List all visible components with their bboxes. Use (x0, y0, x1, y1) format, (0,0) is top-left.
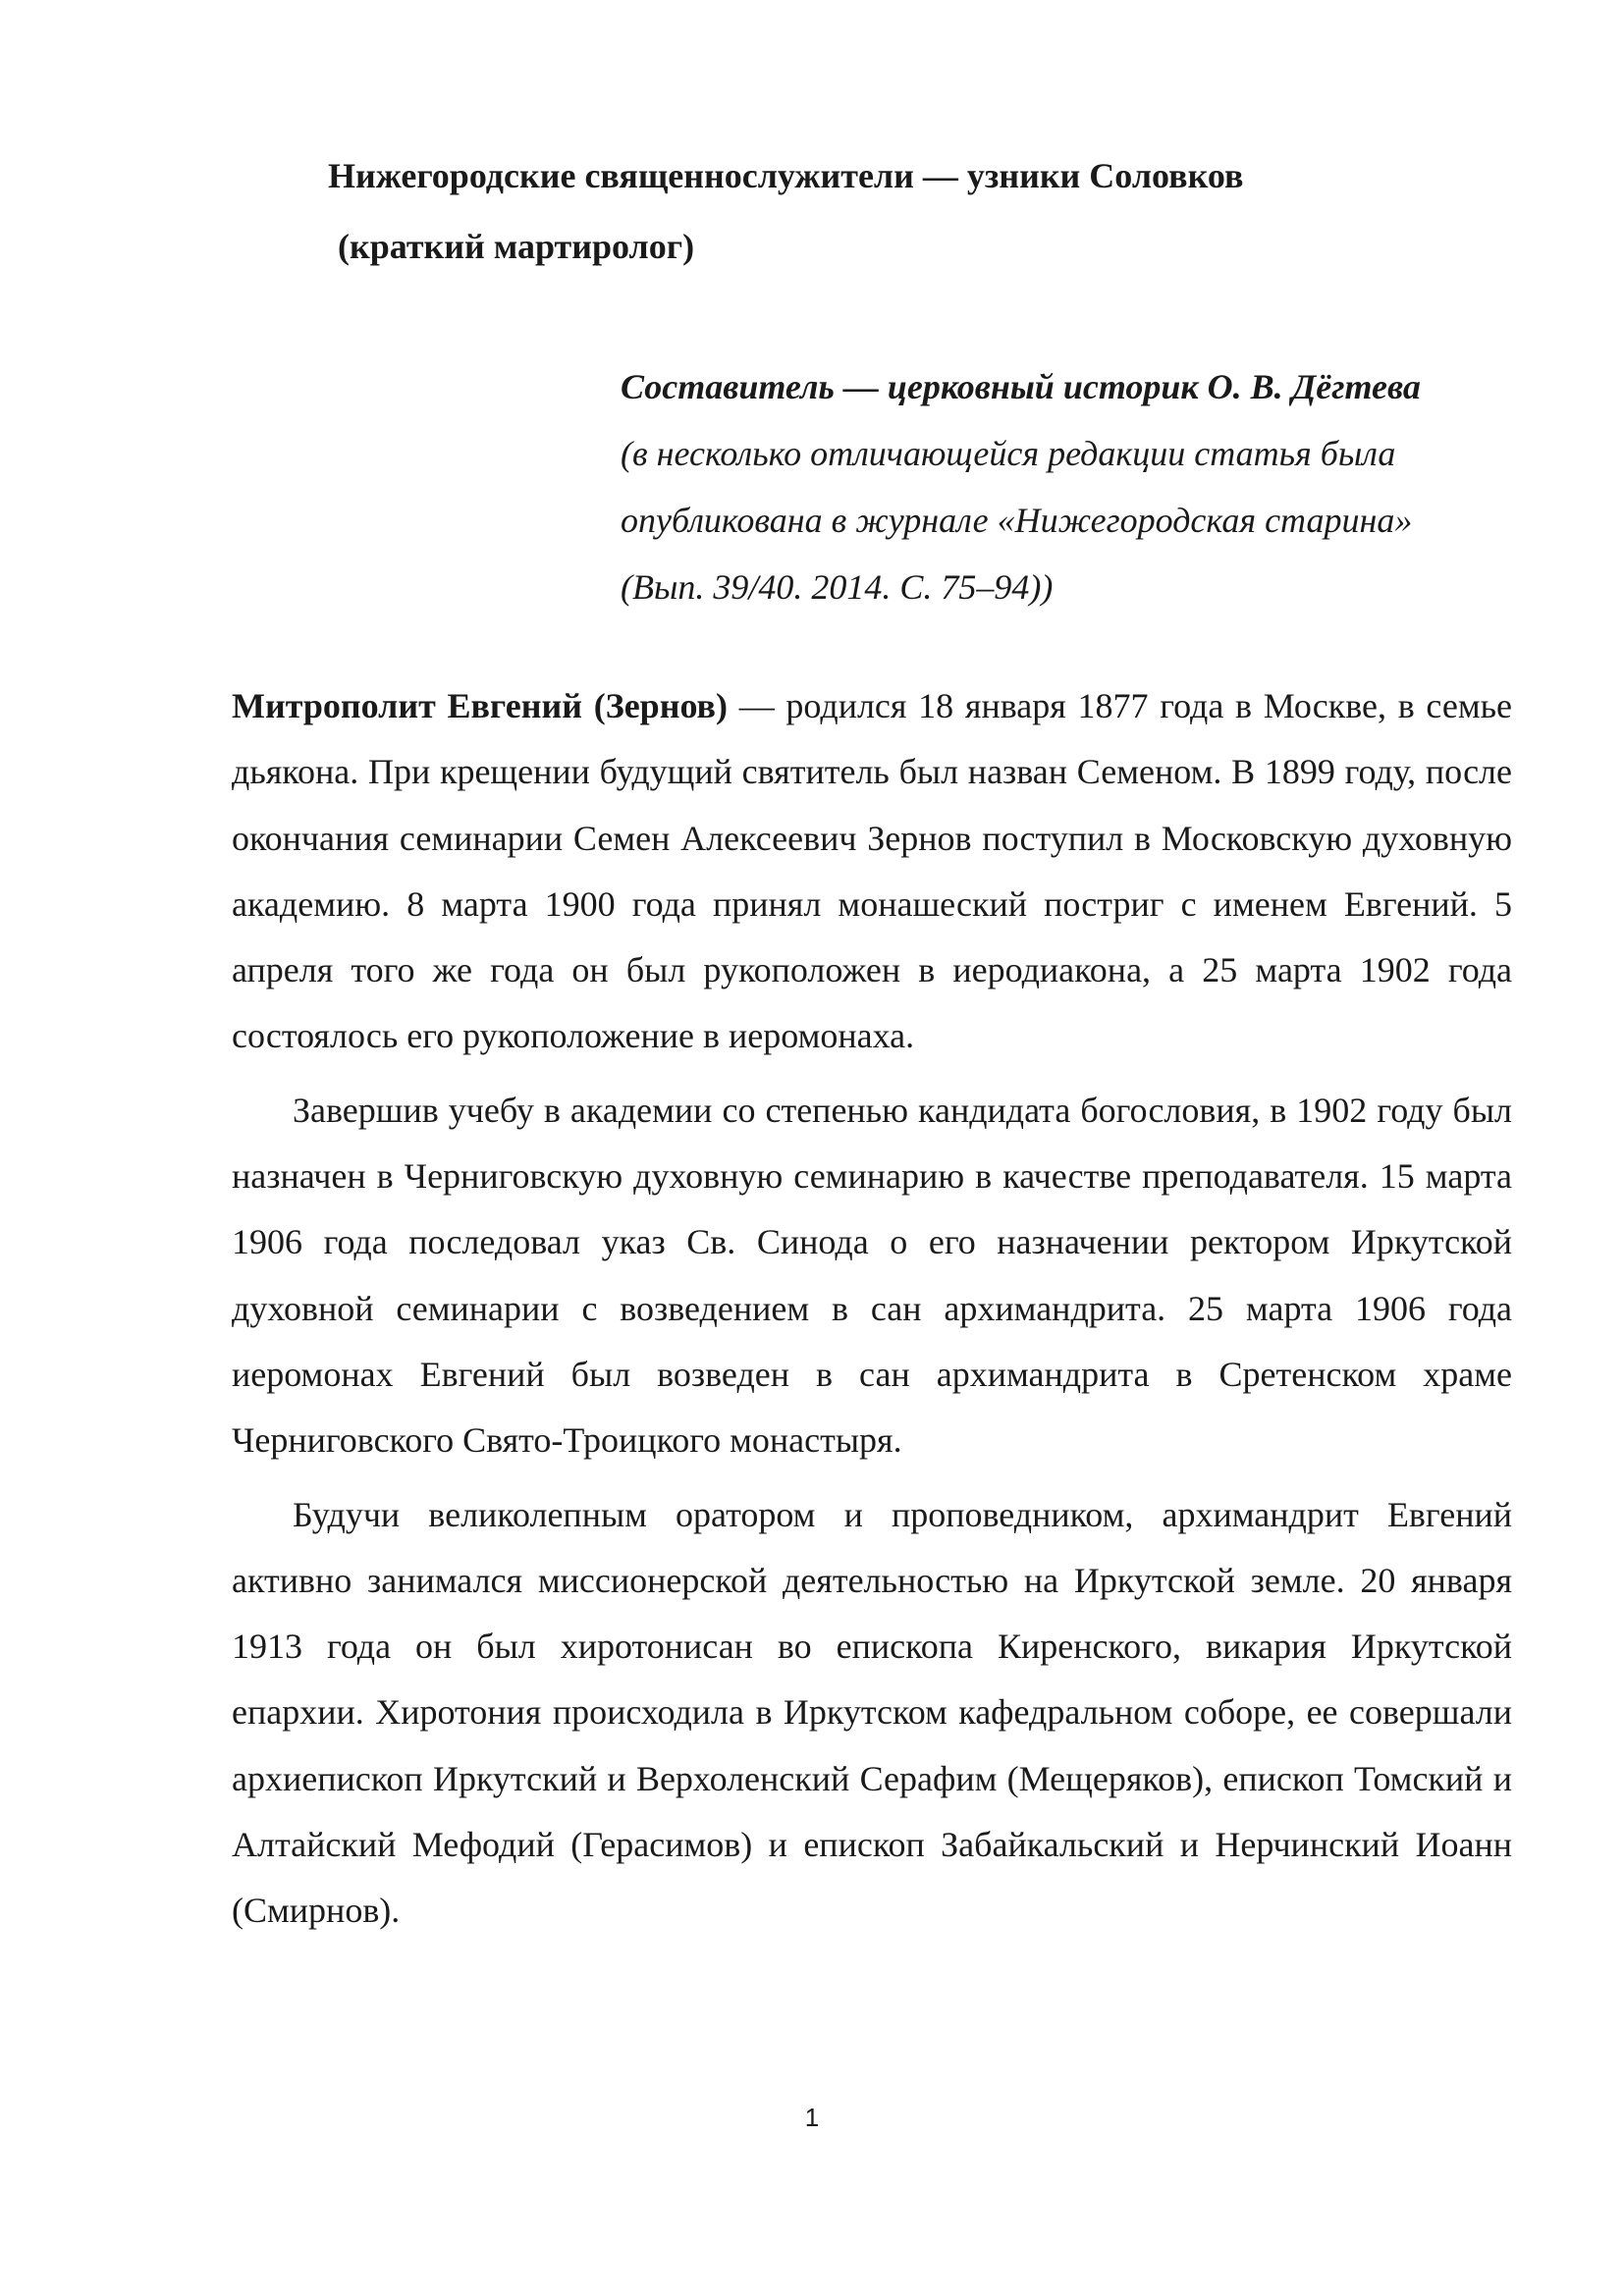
publication-note-line-2: опубликована в журнале «Нижегородская старина» (621, 501, 1413, 540)
paragraph-1-text: — родился 18 января 1877 года в Москве, в семье дьякона. При крещении будущий святитель был назван Семеном. В 1899 году, после окончания семинарии Семен Алексеевич Зернов поступил в Московскую духовную академию. 8 марта 1900 года принял монашеский постриг с именем Евгений. 5 апреля того же года он был рукоположен в иеродиакона, а 25 марта 1902 года состоялось его рукоположение в иеромонаха. (232, 686, 1512, 1056)
publication-note-line-1: (в несколько отличающейся редакции статья была (621, 434, 1396, 473)
paragraph-1 (232, 673, 1512, 1070)
document-title: Нижегородские священнослужители — узники Соловков (328, 156, 1244, 195)
subject-name: Митрополит Евгений (Зернов) (232, 686, 728, 725)
page-number: 1 (804, 2103, 820, 2132)
paragraph-3: Будучи великолепным оратором и проповедником, архимандрит Евгений активно занимался миссионерской деятельностью на Иркутской земле. 20 января 1913 года он был хиротонисан во епископа Киренского, викария Иркутской епархии. Хиротония происходила в Иркутском кафедральном соборе, ее совершали архиепископ Иркутский и Верхоленский Серафим (Мещеряков), епископ Томский и Алтайский Мефодий (Герасимов) и епископ Забайкальский и Нерчинский Иоанн (Смирнов). (232, 1494, 1512, 1931)
document-subtitle: (краткий мартиролог) (338, 227, 695, 266)
author-credit: Составитель — церковный историк О. В. Дёгтева (621, 367, 1421, 406)
article-body (232, 673, 1512, 1945)
publication-note-line-3: (Вып. 39/40. 2014. С. 75–94)) (621, 567, 1054, 607)
byline-block (621, 353, 1504, 620)
paragraph-2: Завершив учебу в академии со степенью кандидата богословия, в 1902 году был назначен в Черниговскую духовную семинарию в качестве преподавателя. 15 марта 1906 года последовал указ Св. Синода о его назначении ректором Иркутской духовной семинарии с возведением в сан архимандрита. 25 марта 1906 года иеромонах Евгений был возведен в сан архимандрита в Сретенском храме Черниговского Свято-Троицкого монастыря. (232, 1090, 1512, 1461)
